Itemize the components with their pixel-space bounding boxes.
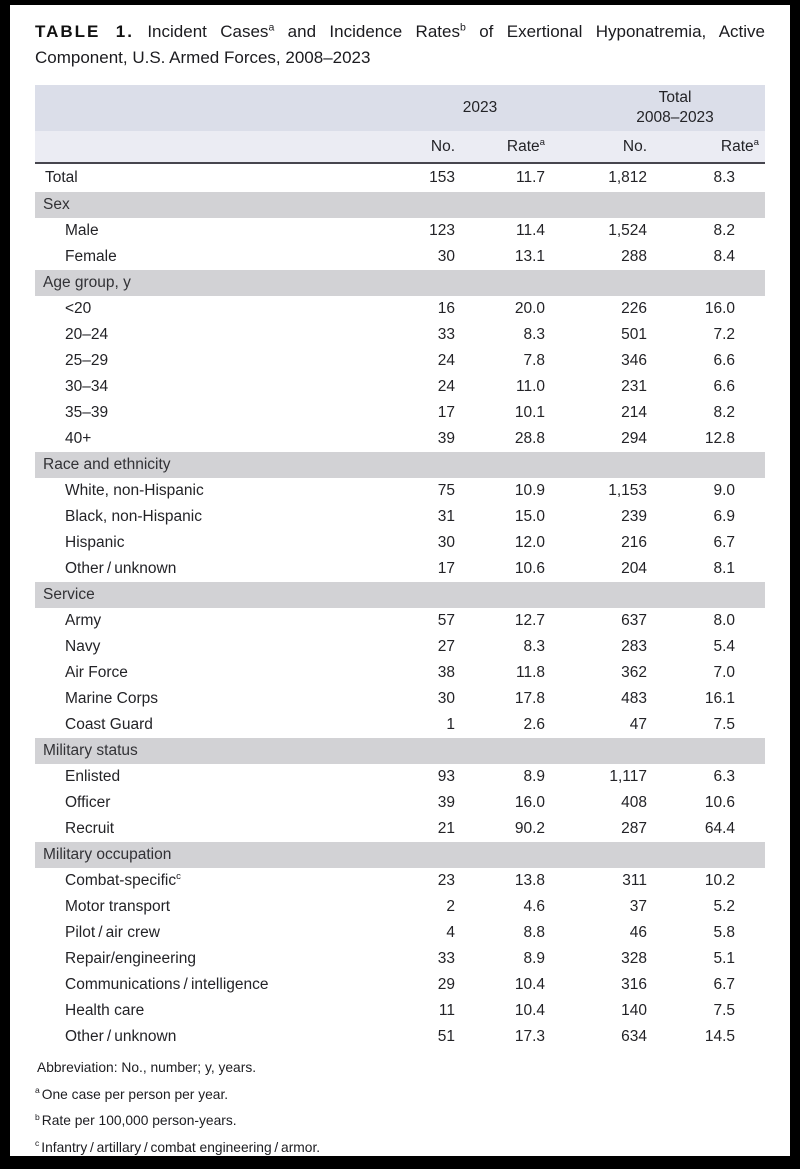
section-header-row <box>35 738 765 764</box>
cell-value: 24 <box>437 352 455 369</box>
cell-value: 10.6 <box>704 794 736 811</box>
cell-value: 11.0 <box>515 378 546 395</box>
cell-value: 16 <box>437 300 455 317</box>
column-group-2023: 2023 <box>370 85 545 131</box>
cell-value: 362 <box>621 664 648 681</box>
cell-value: 17.8 <box>514 690 546 707</box>
cell-value: 8.3 <box>523 326 546 343</box>
footnote-text: One case per person per year. <box>41 1086 229 1102</box>
cell-value: 11 <box>438 1002 455 1019</box>
cell-value: 4.6 <box>523 898 546 915</box>
cell-value: 27 <box>437 638 455 655</box>
row-label: Pilot / air crew <box>65 924 160 941</box>
cell-value: 17.3 <box>514 1028 546 1045</box>
row-label: Air Force <box>65 664 128 681</box>
column-group-total <box>545 85 765 131</box>
row-label: Male <box>65 222 99 239</box>
table-row <box>35 634 765 660</box>
footnote-b <box>35 1112 765 1131</box>
cell-value: 8.4 <box>713 248 736 265</box>
table-row <box>35 946 765 972</box>
table-row <box>35 296 765 322</box>
cell-value: 12.0 <box>514 534 546 551</box>
table-row <box>35 530 765 556</box>
column-group-total-line1: Total <box>658 88 692 106</box>
cell-value: 10.4 <box>514 976 546 993</box>
cell-value: 15.0 <box>514 508 546 525</box>
table-row <box>35 322 765 348</box>
column-header-rate-total <box>647 131 765 163</box>
column-header-row <box>35 131 765 163</box>
cell-value: 11.7 <box>515 169 546 186</box>
table-title-line2: Component, U.S. Armed Forces, 2008–2023 <box>35 47 371 67</box>
section-header: Race and ethnicity <box>35 452 765 478</box>
cell-value: 11.8 <box>515 664 546 681</box>
row-label: Recruit <box>65 820 115 837</box>
cell-value: 8.2 <box>713 404 736 421</box>
table-row <box>35 608 765 634</box>
table-row <box>35 1024 765 1050</box>
cell-value: 1 <box>446 716 455 733</box>
cell-value: 153 <box>429 169 455 186</box>
cell-value: 16.0 <box>514 794 546 811</box>
cell-value: 17 <box>437 404 455 421</box>
cell-value: 33 <box>437 326 455 343</box>
cell-value: 24 <box>437 378 455 395</box>
cell-value: 47 <box>629 716 648 733</box>
cell-value: 30 <box>437 534 455 551</box>
cell-value: 7.5 <box>713 716 736 733</box>
cell-value: 8.9 <box>523 950 546 967</box>
cell-value: 2.6 <box>523 716 546 733</box>
footnote-marker-b: b <box>459 21 466 34</box>
cell-value: 8.3 <box>523 638 546 655</box>
cell-value: 20.0 <box>514 300 546 317</box>
empty-header-cell <box>35 131 370 163</box>
section-header: Sex <box>35 192 765 218</box>
cell-value: 8.8 <box>523 924 546 941</box>
row-label: Other / unknown <box>65 560 177 577</box>
footnote-c <box>35 1139 765 1158</box>
footnotes <box>35 1059 765 1158</box>
table-row <box>35 894 765 920</box>
table-row <box>35 712 765 738</box>
cell-value: 21 <box>437 820 455 837</box>
cell-value: 5.4 <box>713 638 736 655</box>
row-label: Total <box>45 169 78 186</box>
section-header: Age group, y <box>35 270 765 296</box>
table-row <box>35 868 765 894</box>
cell-value: 483 <box>621 690 648 707</box>
cell-value: 239 <box>621 508 648 525</box>
cell-value: 8.2 <box>713 222 736 239</box>
cell-value: 1,117 <box>609 768 648 785</box>
cell-value: 12.8 <box>704 430 736 447</box>
row-label: Army <box>65 612 102 629</box>
cell-value: 8.9 <box>523 768 546 785</box>
row-label: <20 <box>65 300 92 317</box>
row-label: Combat-specific$^c$ <box>65 870 181 889</box>
section-header-row <box>35 582 765 608</box>
table-row <box>35 218 765 244</box>
row-label: Officer <box>65 794 111 811</box>
table-row <box>35 816 765 842</box>
table-title <box>35 19 765 70</box>
section-header: Military status <box>35 738 765 764</box>
cell-value: 5.1 <box>713 950 736 967</box>
table-body <box>35 163 765 1050</box>
incidence-table <box>35 85 765 1050</box>
column-header-no-2023 <box>370 131 455 163</box>
footnote-text: Abbreviation: No., number; y, years. <box>37 1060 257 1075</box>
table-row <box>35 790 765 816</box>
footnote-marker-a: a <box>753 136 760 148</box>
cell-value: 6.6 <box>713 352 736 369</box>
table-row <box>35 400 765 426</box>
cell-value: 287 <box>621 820 648 837</box>
footnote-text: Infantry / artillary / combat engineering / armor. <box>41 1139 321 1155</box>
cell-value: 4 <box>446 924 455 941</box>
section-header-row <box>35 192 765 218</box>
row-label: 40+ <box>65 430 92 447</box>
document-page <box>10 5 790 1156</box>
table-row <box>35 660 765 686</box>
cell-value: 7.5 <box>713 1002 736 1019</box>
footnote-marker-a: a <box>35 1085 40 1096</box>
title-segment: and Incidence Rates <box>287 22 460 41</box>
cell-value: 1,153 <box>608 482 648 499</box>
row-label: Communications / intelligence <box>65 976 269 993</box>
cell-value: 501 <box>621 326 648 343</box>
row-label: Hispanic <box>65 534 125 551</box>
cell-value: 10.6 <box>514 560 546 577</box>
cell-value: 10.4 <box>514 1002 546 1019</box>
cell-value: 90.2 <box>514 820 546 837</box>
cell-value: 9.0 <box>713 482 736 499</box>
row-label: Repair/engineering <box>65 950 196 967</box>
row-label: Motor transport <box>65 898 171 915</box>
cell-value: 38 <box>437 664 455 681</box>
row-label: Health care <box>65 1002 145 1019</box>
cell-value: 283 <box>621 638 648 655</box>
cell-value: 64.4 <box>704 820 736 837</box>
footnote-marker-c: c <box>176 870 181 882</box>
column-group-total-line2: 2008–2023 <box>636 109 714 126</box>
column-header-rate-2023 <box>455 131 545 163</box>
column-header-no-total <box>545 131 647 163</box>
footnote-abbreviation <box>35 1059 765 1078</box>
cell-value: 7.8 <box>523 352 546 369</box>
table-row <box>35 504 765 530</box>
table-row <box>35 426 765 452</box>
section-header-row <box>35 270 765 296</box>
cell-value: 46 <box>629 924 648 941</box>
cell-value: 6.7 <box>713 976 736 993</box>
section-header: Military occupation <box>35 842 765 868</box>
cell-value: 30 <box>437 248 455 265</box>
cell-value: 14.5 <box>704 1028 736 1045</box>
cell-value: 634 <box>621 1028 648 1045</box>
cell-value: 51 <box>437 1028 455 1045</box>
row-label: Enlisted <box>65 768 121 785</box>
cell-value: 2 <box>446 898 455 915</box>
table-row <box>35 556 765 582</box>
cell-value: 11.4 <box>515 222 546 239</box>
cell-value: 39 <box>437 430 455 447</box>
cell-value: 17 <box>437 560 455 577</box>
cell-value: 316 <box>621 976 648 993</box>
cell-value: 6.9 <box>713 508 736 525</box>
cell-value: 1,524 <box>608 222 648 239</box>
table-row <box>35 920 765 946</box>
table-row <box>35 478 765 504</box>
cell-value: 288 <box>621 248 648 265</box>
cell-value: 10.1 <box>514 404 546 421</box>
cell-value: 12.7 <box>514 612 546 629</box>
row-label: 20–24 <box>65 326 109 343</box>
cell-value: 408 <box>621 794 648 811</box>
cell-value: 637 <box>621 612 648 629</box>
column-header-label: Rate <box>506 137 540 155</box>
cell-value: 140 <box>621 1002 648 1019</box>
footnote-a <box>35 1086 765 1105</box>
column-header-label: No. <box>430 137 455 155</box>
cell-value: 10.9 <box>514 482 546 499</box>
table-row <box>35 163 765 192</box>
footnote-marker-c: c <box>35 1138 40 1149</box>
cell-value: 6.3 <box>713 768 736 785</box>
cell-value: 123 <box>429 222 455 239</box>
cell-value: 6.7 <box>713 534 736 551</box>
cell-value: 75 <box>437 482 455 499</box>
cell-value: 16.1 <box>704 690 736 707</box>
table-row <box>35 244 765 270</box>
cell-value: 37 <box>629 898 648 915</box>
cell-value: 311 <box>622 872 648 889</box>
footnote-marker-a: a <box>268 21 275 34</box>
cell-value: 6.6 <box>713 378 736 395</box>
row-label: Coast Guard <box>65 716 153 733</box>
row-label: 25–29 <box>65 352 109 369</box>
table-row <box>35 348 765 374</box>
table-title-line1 <box>35 19 765 45</box>
row-label: Other / unknown <box>65 1028 177 1045</box>
cell-value: 13.1 <box>514 248 546 265</box>
row-label: 35–39 <box>65 404 109 421</box>
cell-value: 13.8 <box>514 872 546 889</box>
cell-value: 30 <box>437 690 455 707</box>
cell-value: 5.8 <box>713 924 736 941</box>
cell-value: 231 <box>621 378 648 395</box>
column-header-label: Rate <box>720 137 754 155</box>
title-segment: Incident Cases <box>147 22 269 41</box>
section-header-row <box>35 452 765 478</box>
column-header-label: No. <box>622 137 648 155</box>
footnote-marker-a: a <box>539 136 546 148</box>
footnote-marker-b: b <box>35 1111 40 1122</box>
section-header: Service <box>35 582 765 608</box>
cell-value: 39 <box>437 794 455 811</box>
empty-header-cell <box>35 85 370 131</box>
cell-value: 29 <box>437 976 455 993</box>
row-label: Female <box>65 248 117 265</box>
cell-value: 31 <box>437 508 455 525</box>
cell-value: 328 <box>621 950 648 967</box>
cell-value: 8.0 <box>713 612 736 629</box>
cell-value: 5.2 <box>713 898 736 915</box>
table-row <box>35 374 765 400</box>
cell-value: 7.0 <box>713 664 736 681</box>
cell-value: 23 <box>437 872 455 889</box>
row-label: 30–34 <box>65 378 109 395</box>
cell-value: 93 <box>437 768 455 785</box>
title-segment: of Exertional Hyponatremia, Active <box>479 22 765 41</box>
cell-value: 214 <box>621 404 648 421</box>
cell-value: 204 <box>621 560 648 577</box>
cell-value: 1,812 <box>608 169 648 186</box>
row-label: Navy <box>65 638 101 655</box>
table-row <box>35 998 765 1024</box>
table-head <box>35 85 765 163</box>
table-row <box>35 972 765 998</box>
table-row <box>35 686 765 712</box>
cell-value: 216 <box>621 534 648 551</box>
cell-value: 7.2 <box>713 326 736 343</box>
footnote-text: Rate per 100,000 person-years. <box>41 1113 237 1129</box>
cell-value: 16.0 <box>704 300 736 317</box>
cell-value: 8.1 <box>713 560 736 577</box>
cell-value: 10.2 <box>704 872 736 889</box>
cell-value: 57 <box>437 612 455 629</box>
cell-value: 8.3 <box>713 169 736 186</box>
cell-value: 226 <box>621 300 648 317</box>
group-header-row <box>35 85 765 131</box>
section-header-row <box>35 842 765 868</box>
cell-value: 28.8 <box>514 430 546 447</box>
cell-value: 346 <box>621 352 648 369</box>
row-label: Marine Corps <box>65 690 159 707</box>
cell-value: 33 <box>437 950 455 967</box>
row-label: Black, non-Hispanic <box>65 508 202 525</box>
cell-value: 294 <box>621 430 648 447</box>
table-row <box>35 764 765 790</box>
table-number-label: TABLE 1. <box>35 22 134 41</box>
row-label: White, non-Hispanic <box>65 482 204 499</box>
